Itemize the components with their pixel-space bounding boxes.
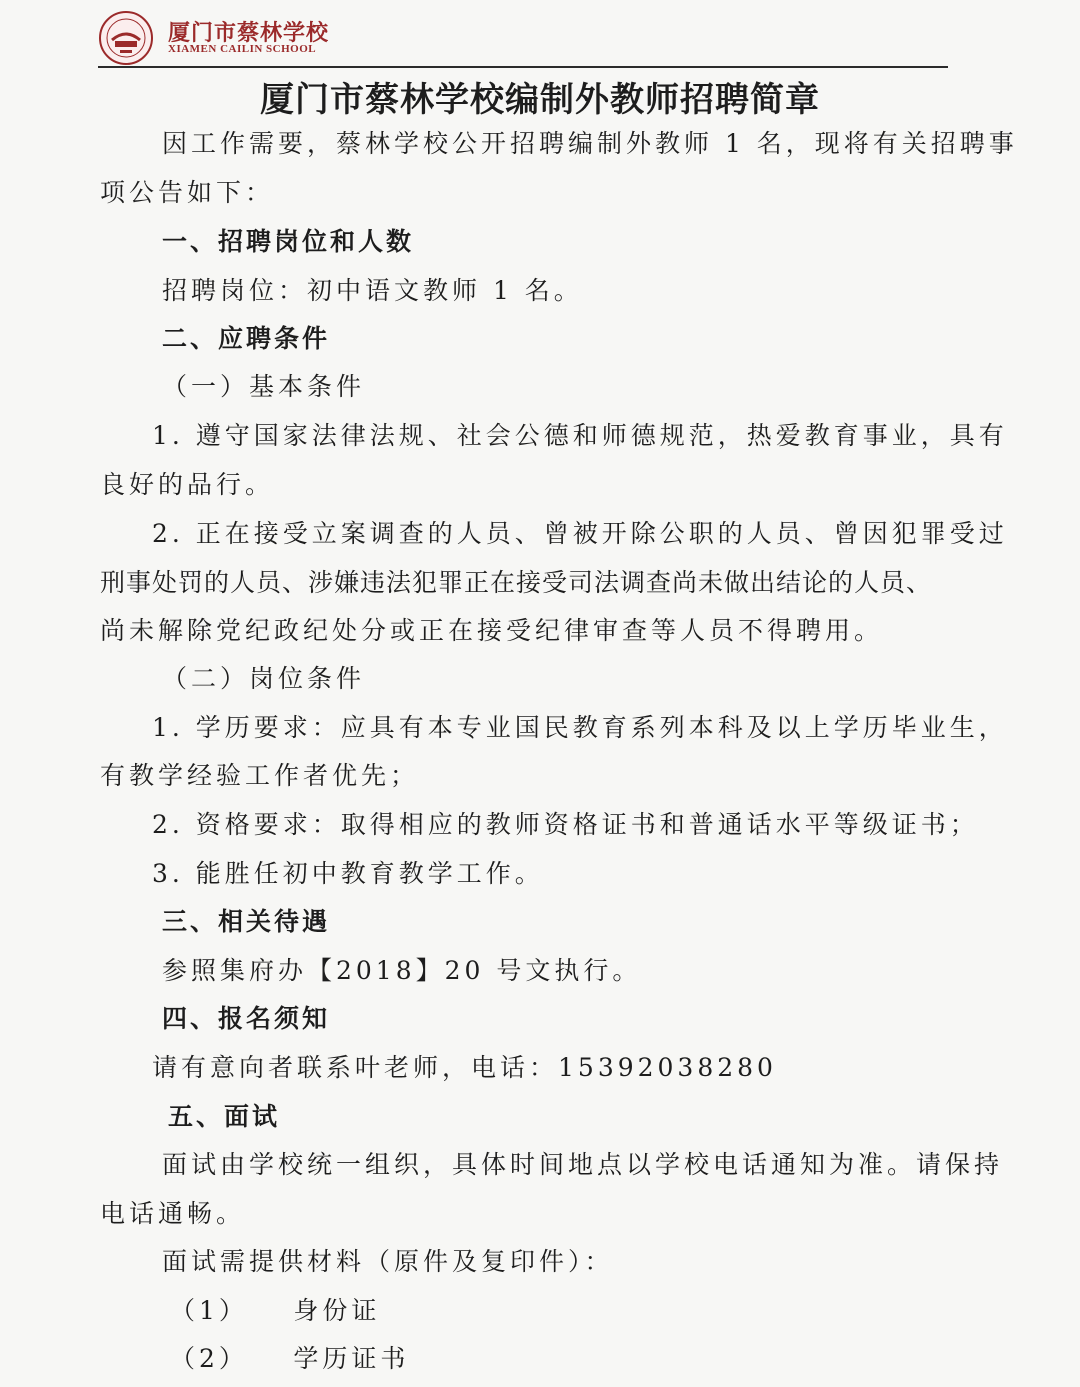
section-heading: 二、应聘条件	[162, 324, 331, 353]
section-heading: 五、面试	[168, 1102, 281, 1131]
list-item: （1） 身份证	[170, 1296, 381, 1325]
paragraph-line: 参照集府办【2018】20 号文执行。	[162, 956, 642, 985]
paragraph-line: 招聘岗位：初中语文教师 1 名。	[162, 276, 583, 305]
school-name: 厦门市蔡林学校	[168, 20, 330, 46]
paragraph-line: 3. 能胜任初中教育教学工作。	[152, 859, 544, 888]
paragraph-line: 1. 学历要求：应具有本专业国民教育系列本科及以上学历毕业生，	[152, 713, 1008, 742]
contact-line: 请有意向者联系叶老师，电话：15392038280	[152, 1053, 777, 1082]
paragraph-line: 面试由学校统一组织，具体时间地点以学校电话通知为准。请保持	[162, 1150, 1004, 1179]
list-item: （2） 学历证书	[170, 1344, 410, 1373]
section-heading: 一、招聘岗位和人数	[162, 227, 415, 256]
paragraph-line: 面试需提供材料（原件及复印件）：	[162, 1247, 614, 1276]
section-heading: 三、相关待遇	[162, 907, 331, 936]
paragraph-line: 电话通畅。	[100, 1199, 246, 1228]
paragraph-line: 因工作需要，蔡林学校公开招聘编制外教师 1 名，现将有关招聘事	[162, 129, 1018, 158]
paragraph-line: 2. 资格要求：取得相应的教师资格证书和普通话水平等级证书；	[152, 810, 979, 839]
page-title: 厦门市蔡林学校编制外教师招聘简章	[260, 80, 820, 120]
section-heading: 四、报名须知	[162, 1004, 331, 1033]
paragraph-line: 良好的品行。	[100, 470, 275, 499]
paragraph-line: 项公告如下：	[100, 178, 275, 207]
paragraph-line: 有教学经验工作者优先；	[100, 761, 420, 790]
subsection-heading: （一）基本条件	[162, 372, 366, 401]
school-emblem-icon	[98, 10, 154, 66]
paragraph-line: 尚未解除党纪政纪处分或正在接受纪律审查等人员不得聘用。	[100, 616, 884, 645]
paragraph-line: 2. 正在接受立案调查的人员、曾被开除公职的人员、曾因犯罪受过	[152, 519, 1008, 548]
paragraph-line: 刑事处罚的人员、涉嫌违法犯罪正在接受司法调查尚未做出结论的人员、	[100, 568, 933, 597]
school-name-en: XIAMEN CAILIN SCHOOL	[168, 43, 317, 55]
paragraph-line: 1. 遵守国家法律法规、社会公德和师德规范，热爱教育事业，具有	[152, 421, 1008, 450]
subsection-heading: （二）岗位条件	[162, 664, 366, 693]
document-header	[98, 10, 948, 68]
